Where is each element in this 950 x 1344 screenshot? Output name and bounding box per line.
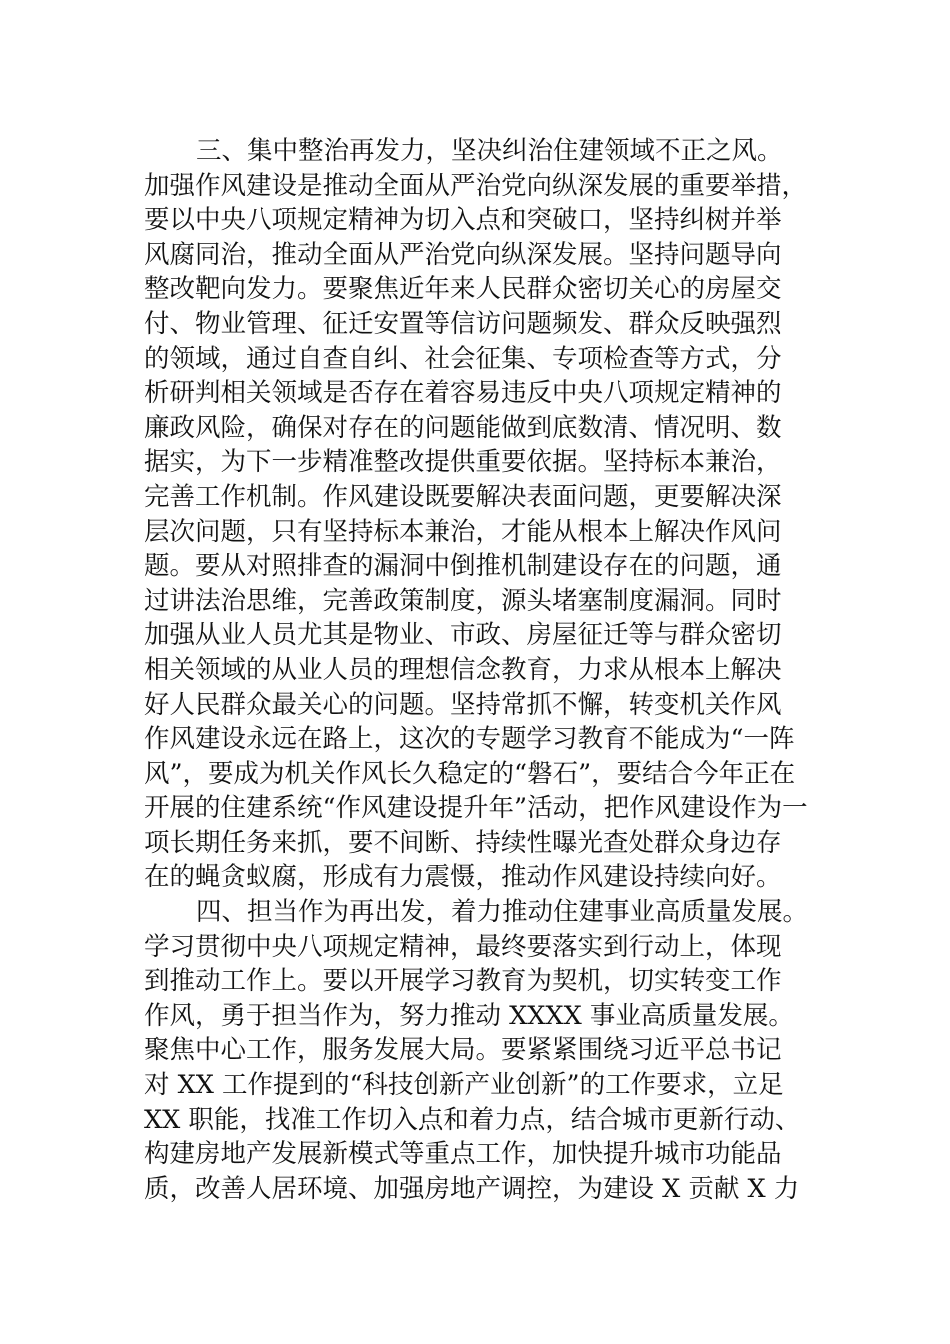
text-line: 析研判相关领域是否存在着容易违反中央八项规定精神的 [144,378,782,409]
text-line: 据实，为下一步精准整改提供重要依据。坚持标本兼治， [144,447,782,478]
text-line: 学习贯彻中央八项规定精神，最终要落实到行动上，体现 [144,931,782,962]
text-line: 好人民群众最关心的问题。坚持常抓不懈，转变机关作风 [144,689,782,720]
text-line: 风腐同治，推动全面从严治党向纵深发展。坚持问题导向 [144,239,782,270]
text-line: 开展的住建系统“作风建设提升年”活动，把作风建设作为一 [144,793,808,824]
text-line: 在的蝇贪蚁腐，形成有力震慑，推动作风建设持续向好。 [144,862,782,893]
text-line: 题。要从对照排查的漏洞中倒推机制建设存在的问题，通 [144,551,782,582]
text-line: 整改靶向发力。要聚焦近年来人民群众密切关心的房屋交 [144,274,782,305]
text-line: 付、物业管理、征迁安置等信访问题频发、群众反映强烈 [144,308,782,339]
text-line: 过讲法治思维，完善政策制度，源头堵塞制度漏洞。同时 [144,585,782,616]
document-body [144,134,808,1206]
text-line: XX 职能，找准工作切入点和着力点，结合城市更新行动、 [144,1104,801,1135]
heading-section-four: 四、担当作为再出发，着力推动住建事业高质量发展。 [196,897,809,928]
text-line: 作风建设永远在路上，这次的专题学习教育不能成为“一阵 [144,724,795,755]
text-line: 构建房地产发展新模式等重点工作，加快提升城市功能品 [144,1139,782,1170]
text-line: 聚焦中心工作，服务发展大局。要紧紧围绕习近平总书记 [144,1035,782,1066]
text-line: 质，改善人居环境、加强房地产调控，为建设 X 贡献 X 力 [144,1173,800,1204]
text-line: 的领域，通过自查自纠、社会征集、专项检查等方式，分 [144,343,782,374]
text-line: 作风，勇于担当作为，努力推动 XXXX 事业高质量发展。 [144,1000,794,1031]
text-line: 完善工作机制。作风建设既要解决表面问题，更要解决深 [144,481,782,512]
text-line: 到推动工作上。要以开展学习教育为契机，切实转变工作 [144,966,782,997]
text-line: 相关领域的从业人员的理想信念教育，力求从根本上解决 [144,654,782,685]
heading-section-three: 三、集中整治再发力，坚决纠治住建领域不正之风。 [196,136,783,166]
text-line: 风”，要成为机关作风长久稳定的“磐石”，要结合今年正在 [144,758,796,789]
text-line: 加强作风建设是推动全面从严治党向纵深发展的重要举措， [144,170,808,201]
text-line: 项长期任务来抓，要不间断、持续性曝光查处群众身边存 [144,827,782,858]
text-line: 要以中央八项规定精神为切入点和突破口，坚持纠树并举 [144,205,782,236]
text-line: 廉政风险，确保对存在的问题能做到底数清、情况明、数 [144,412,782,443]
text-line: 层次问题，只有坚持标本兼治，才能从根本上解决作风问 [144,516,782,547]
text-line: 对 XX 工作提到的“科技创新产业创新”的工作要求，立足 [144,1070,784,1101]
text-line: 加强从业人员尤其是物业、市政、房屋征迁等与群众密切 [144,620,782,651]
